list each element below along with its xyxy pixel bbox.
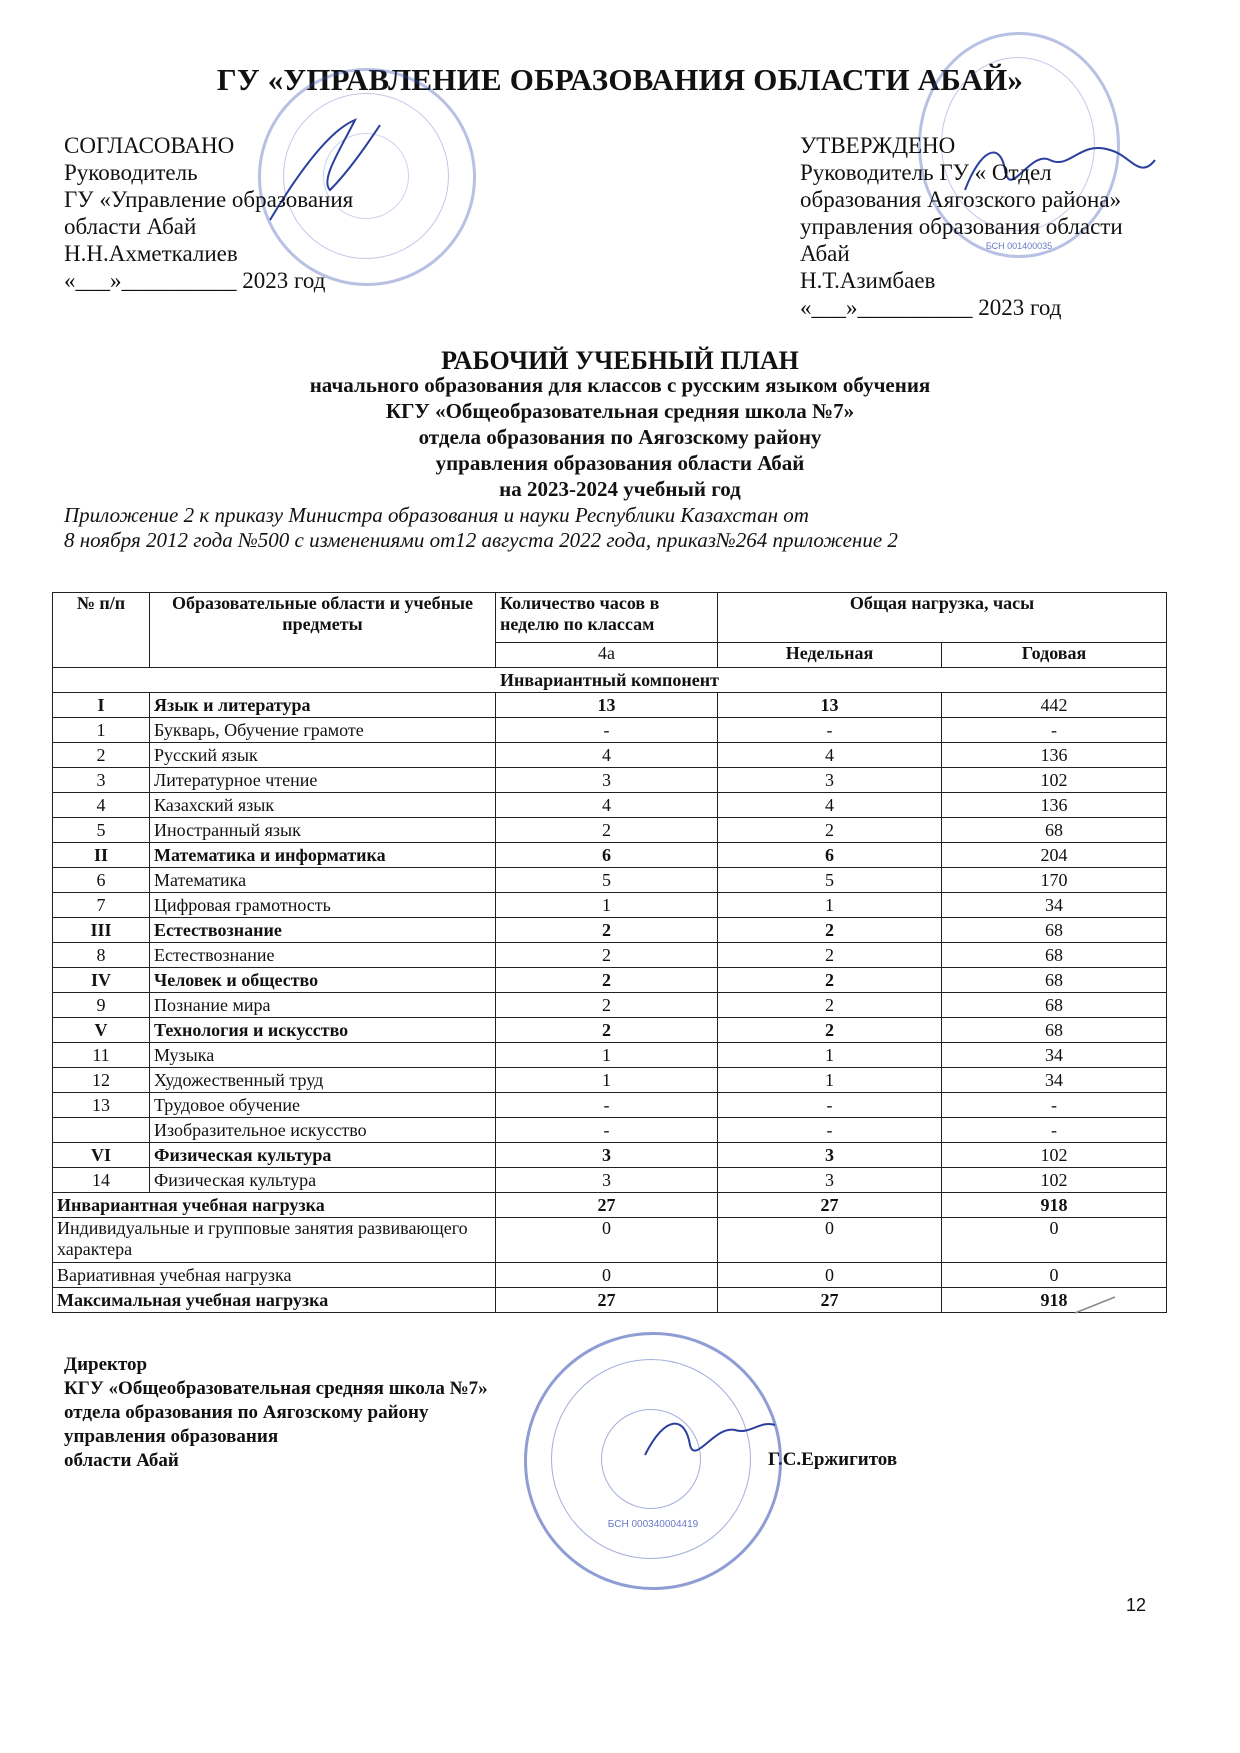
row-weekly: 5: [718, 868, 942, 893]
table-row: [53, 968, 1167, 993]
row-num: III: [53, 918, 150, 943]
table-row: [53, 743, 1167, 768]
row-subject: Казахский язык: [150, 793, 496, 818]
approved-line: образования Аягозского района»: [800, 187, 1122, 212]
plan-subtitle: управления образования области Абай: [435, 451, 805, 475]
row-annual: -: [942, 1118, 1167, 1143]
row-class-hours: 2: [496, 918, 718, 943]
row-subject: Букварь, Обучение грамоте: [150, 718, 496, 743]
row-subject: Художественный труд: [150, 1068, 496, 1093]
row-annual: 170: [942, 868, 1167, 893]
table-row: [53, 718, 1167, 743]
row-class-hours: 4: [496, 793, 718, 818]
header-subjects: Образовательные области и учебные предметы: [150, 593, 496, 668]
director-line: Директор: [64, 1354, 148, 1375]
agreed-line: ГУ «Управление образования: [64, 187, 354, 212]
total-annual: 0: [942, 1218, 1167, 1263]
row-weekly: 2: [718, 818, 942, 843]
row-class-hours: 2: [496, 993, 718, 1018]
plan-subtitle: КГУ «Общеобразовательная средняя школа №7»: [385, 399, 855, 423]
row-class-hours: 6: [496, 843, 718, 868]
table-row: [53, 918, 1167, 943]
total-weekly: 27: [718, 1288, 942, 1313]
total-label: Максимальная учебная нагрузка: [53, 1288, 496, 1313]
total-weekly: 27: [718, 1193, 942, 1218]
plan-subtitle: отдела образования по Аягозскому району: [418, 425, 822, 449]
approved-line: «___»__________ 2023 год: [800, 295, 1062, 320]
row-subject: Математика и информатика: [150, 843, 496, 868]
row-weekly: 1: [718, 893, 942, 918]
agreed-line: области Абай: [64, 214, 197, 239]
check-mark-icon: [1070, 1293, 1120, 1319]
row-subject: Изобразительное искусство: [150, 1118, 496, 1143]
row-num: VI: [53, 1143, 150, 1168]
header-hours-per-week: Количество часов в неделю по классам: [496, 593, 718, 643]
total-label: Вариативная учебная нагрузка: [53, 1263, 496, 1288]
plan-subtitle: начального образования для классов с русским языком обучения: [309, 373, 931, 397]
table-row: [53, 768, 1167, 793]
row-num: 8: [53, 943, 150, 968]
row-subject: Литературное чтение: [150, 768, 496, 793]
row-weekly: -: [718, 718, 942, 743]
row-annual: 68: [942, 968, 1167, 993]
row-weekly: -: [718, 1093, 942, 1118]
approved-line: Руководитель ГУ « Отдел: [800, 160, 1052, 185]
table-row: [53, 1068, 1167, 1093]
row-class-hours: 3: [496, 1168, 718, 1193]
total-label: Инвариантная учебная нагрузка: [53, 1193, 496, 1218]
row-annual: 204: [942, 843, 1167, 868]
row-class-hours: 4: [496, 743, 718, 768]
row-subject: Трудовое обучение: [150, 1093, 496, 1118]
header-annual: Годовая: [942, 643, 1167, 668]
row-num: 3: [53, 768, 150, 793]
row-class-hours: 1: [496, 893, 718, 918]
row-annual: 68: [942, 1018, 1167, 1043]
table-row: [53, 1018, 1167, 1043]
table-row: [53, 1168, 1167, 1193]
agreed-line: Руководитель: [64, 160, 198, 185]
row-subject: Естествознание: [150, 918, 496, 943]
row-class-hours: 3: [496, 1143, 718, 1168]
row-class-hours: -: [496, 1093, 718, 1118]
agreed-line: «___»__________ 2023 год: [64, 268, 326, 293]
row-annual: 68: [942, 943, 1167, 968]
section-invariant: Инвариантный компонент: [53, 668, 1167, 693]
row-subject: Язык и литература: [150, 693, 496, 718]
row-class-hours: -: [496, 718, 718, 743]
total-class-hours: 27: [496, 1288, 718, 1313]
row-subject: Русский язык: [150, 743, 496, 768]
row-annual: 102: [942, 768, 1167, 793]
row-weekly: 4: [718, 793, 942, 818]
director-line: управления образования: [64, 1426, 279, 1447]
total-row: [53, 1263, 1167, 1288]
row-annual: 34: [942, 893, 1167, 918]
row-annual: 68: [942, 918, 1167, 943]
row-annual: 34: [942, 1068, 1167, 1093]
row-annual: 136: [942, 743, 1167, 768]
row-num: I: [53, 693, 150, 718]
total-row: [53, 1218, 1167, 1263]
row-annual: 34: [942, 1043, 1167, 1068]
row-annual: 68: [942, 818, 1167, 843]
row-weekly: 3: [718, 1143, 942, 1168]
appendix-note: Приложение 2 к приказу Министра образования и науки Республики Казахстан от: [64, 503, 809, 527]
total-class-hours: 0: [496, 1218, 718, 1263]
approved-line: Н.Т.Азимбаев: [800, 268, 936, 293]
row-weekly: 13: [718, 693, 942, 718]
row-subject: Математика: [150, 868, 496, 893]
table-row: [53, 868, 1167, 893]
row-num: 4: [53, 793, 150, 818]
total-annual: 918: [942, 1288, 1167, 1313]
row-num: 2: [53, 743, 150, 768]
row-num: II: [53, 843, 150, 868]
table-body: [53, 668, 1167, 1313]
header-num: № п/п: [53, 593, 150, 668]
agreed-line: Н.Н.Ахметкалиев: [64, 241, 238, 266]
total-weekly: 0: [718, 1218, 942, 1263]
row-weekly: 4: [718, 743, 942, 768]
row-subject: Физическая культура: [150, 1168, 496, 1193]
row-num: 11: [53, 1043, 150, 1068]
total-row: [53, 1193, 1167, 1218]
row-class-hours: 1: [496, 1068, 718, 1093]
approved-block: [800, 132, 1200, 321]
appendix-note: 8 ноября 2012 года №500 с изменениями от12 августа 2022 года, приказ№264 приложение 2: [64, 528, 898, 552]
row-class-hours: 2: [496, 943, 718, 968]
table-row: [53, 793, 1167, 818]
row-class-hours: 2: [496, 818, 718, 843]
row-annual: 68: [942, 993, 1167, 1018]
row-num: 5: [53, 818, 150, 843]
row-num: 14: [53, 1168, 150, 1193]
row-weekly: 6: [718, 843, 942, 868]
row-num: IV: [53, 968, 150, 993]
row-num: [53, 1118, 150, 1143]
approved-line: управления образования области: [800, 214, 1123, 239]
row-annual: -: [942, 718, 1167, 743]
row-class-hours: 1: [496, 1043, 718, 1068]
row-weekly: 1: [718, 1068, 942, 1093]
row-class-hours: -: [496, 1118, 718, 1143]
organization-title: ГУ «УПРАВЛЕНИЕ ОБРАЗОВАНИЯ ОБЛАСТИ АБАЙ»: [216, 62, 1024, 97]
row-subject: Технология и искусство: [150, 1018, 496, 1043]
table-row: [53, 818, 1167, 843]
director-block: [64, 1353, 488, 1473]
director-name: Г.С.Ержигитов: [768, 1449, 898, 1470]
total-class-hours: 27: [496, 1193, 718, 1218]
total-label: Индивидуальные и групповые занятия развивающего характера: [53, 1218, 496, 1263]
row-subject: Естествознание: [150, 943, 496, 968]
row-subject: Познание мира: [150, 993, 496, 1018]
row-annual: 102: [942, 1168, 1167, 1193]
table-row: [53, 893, 1167, 918]
row-class-hours: 5: [496, 868, 718, 893]
table-row: [53, 1143, 1167, 1168]
table-row: [53, 993, 1167, 1018]
director-line: КГУ «Общеобразовательная средняя школа №7»: [64, 1378, 488, 1399]
row-weekly: 2: [718, 993, 942, 1018]
row-weekly: 1: [718, 1043, 942, 1068]
row-class-hours: 3: [496, 768, 718, 793]
row-weekly: -: [718, 1118, 942, 1143]
row-num: 1: [53, 718, 150, 743]
row-weekly: 2: [718, 1018, 942, 1043]
header-total-load: Общая нагрузка, часы: [718, 593, 1167, 643]
row-class-hours: 2: [496, 1018, 718, 1043]
table-row: [53, 1043, 1167, 1068]
row-num: 7: [53, 893, 150, 918]
row-annual: 102: [942, 1143, 1167, 1168]
director-line: области Абай: [64, 1450, 179, 1471]
row-weekly: 3: [718, 1168, 942, 1193]
row-annual: -: [942, 1093, 1167, 1118]
row-weekly: 2: [718, 918, 942, 943]
row-subject: Физическая культура: [150, 1143, 496, 1168]
row-subject: Цифровая грамотность: [150, 893, 496, 918]
row-annual: 136: [942, 793, 1167, 818]
row-num: 12: [53, 1068, 150, 1093]
row-class-hours: 13: [496, 693, 718, 718]
approved-line: Абай: [800, 241, 850, 266]
page-number: 12: [1126, 1595, 1147, 1615]
total-row: [53, 1288, 1167, 1313]
total-annual: 0: [942, 1263, 1167, 1288]
table-row: [53, 843, 1167, 868]
plan-title: РАБОЧИЙ УЧЕБНЫЙ ПЛАН: [441, 346, 799, 375]
row-annual: 442: [942, 693, 1167, 718]
table-row: [53, 693, 1167, 718]
row-num: 9: [53, 993, 150, 1018]
header-weekly: Недельная: [718, 643, 942, 668]
approved-line: УТВЕРЖДЕНО: [800, 133, 956, 158]
row-num: 6: [53, 868, 150, 893]
row-weekly: 2: [718, 943, 942, 968]
signature-director: [640, 1405, 780, 1475]
total-annual: 918: [942, 1193, 1167, 1218]
stamp-bin-bottom: БСН 000340004419: [607, 1519, 699, 1530]
table-row: [53, 943, 1167, 968]
agreed-block: [64, 132, 484, 294]
row-weekly: 3: [718, 768, 942, 793]
row-subject: Иностранный язык: [150, 818, 496, 843]
agreed-line: СОГЛАСОВАНО: [64, 133, 235, 158]
header-class: 4а: [496, 643, 718, 668]
curriculum-table: [52, 592, 1167, 1313]
row-num: V: [53, 1018, 150, 1043]
row-weekly: 2: [718, 968, 942, 993]
director-line: отдела образования по Аягозскому району: [64, 1402, 429, 1423]
stamp-bin-top: БСН 001400035: [985, 241, 1053, 251]
row-subject: Музыка: [150, 1043, 496, 1068]
row-class-hours: 2: [496, 968, 718, 993]
total-class-hours: 0: [496, 1263, 718, 1288]
plan-subtitle: на 2023-2024 учебный год: [499, 477, 741, 501]
row-subject: Человек и общество: [150, 968, 496, 993]
total-weekly: 0: [718, 1263, 942, 1288]
table-row: [53, 1118, 1167, 1143]
table-row: [53, 1093, 1167, 1118]
row-num: 13: [53, 1093, 150, 1118]
